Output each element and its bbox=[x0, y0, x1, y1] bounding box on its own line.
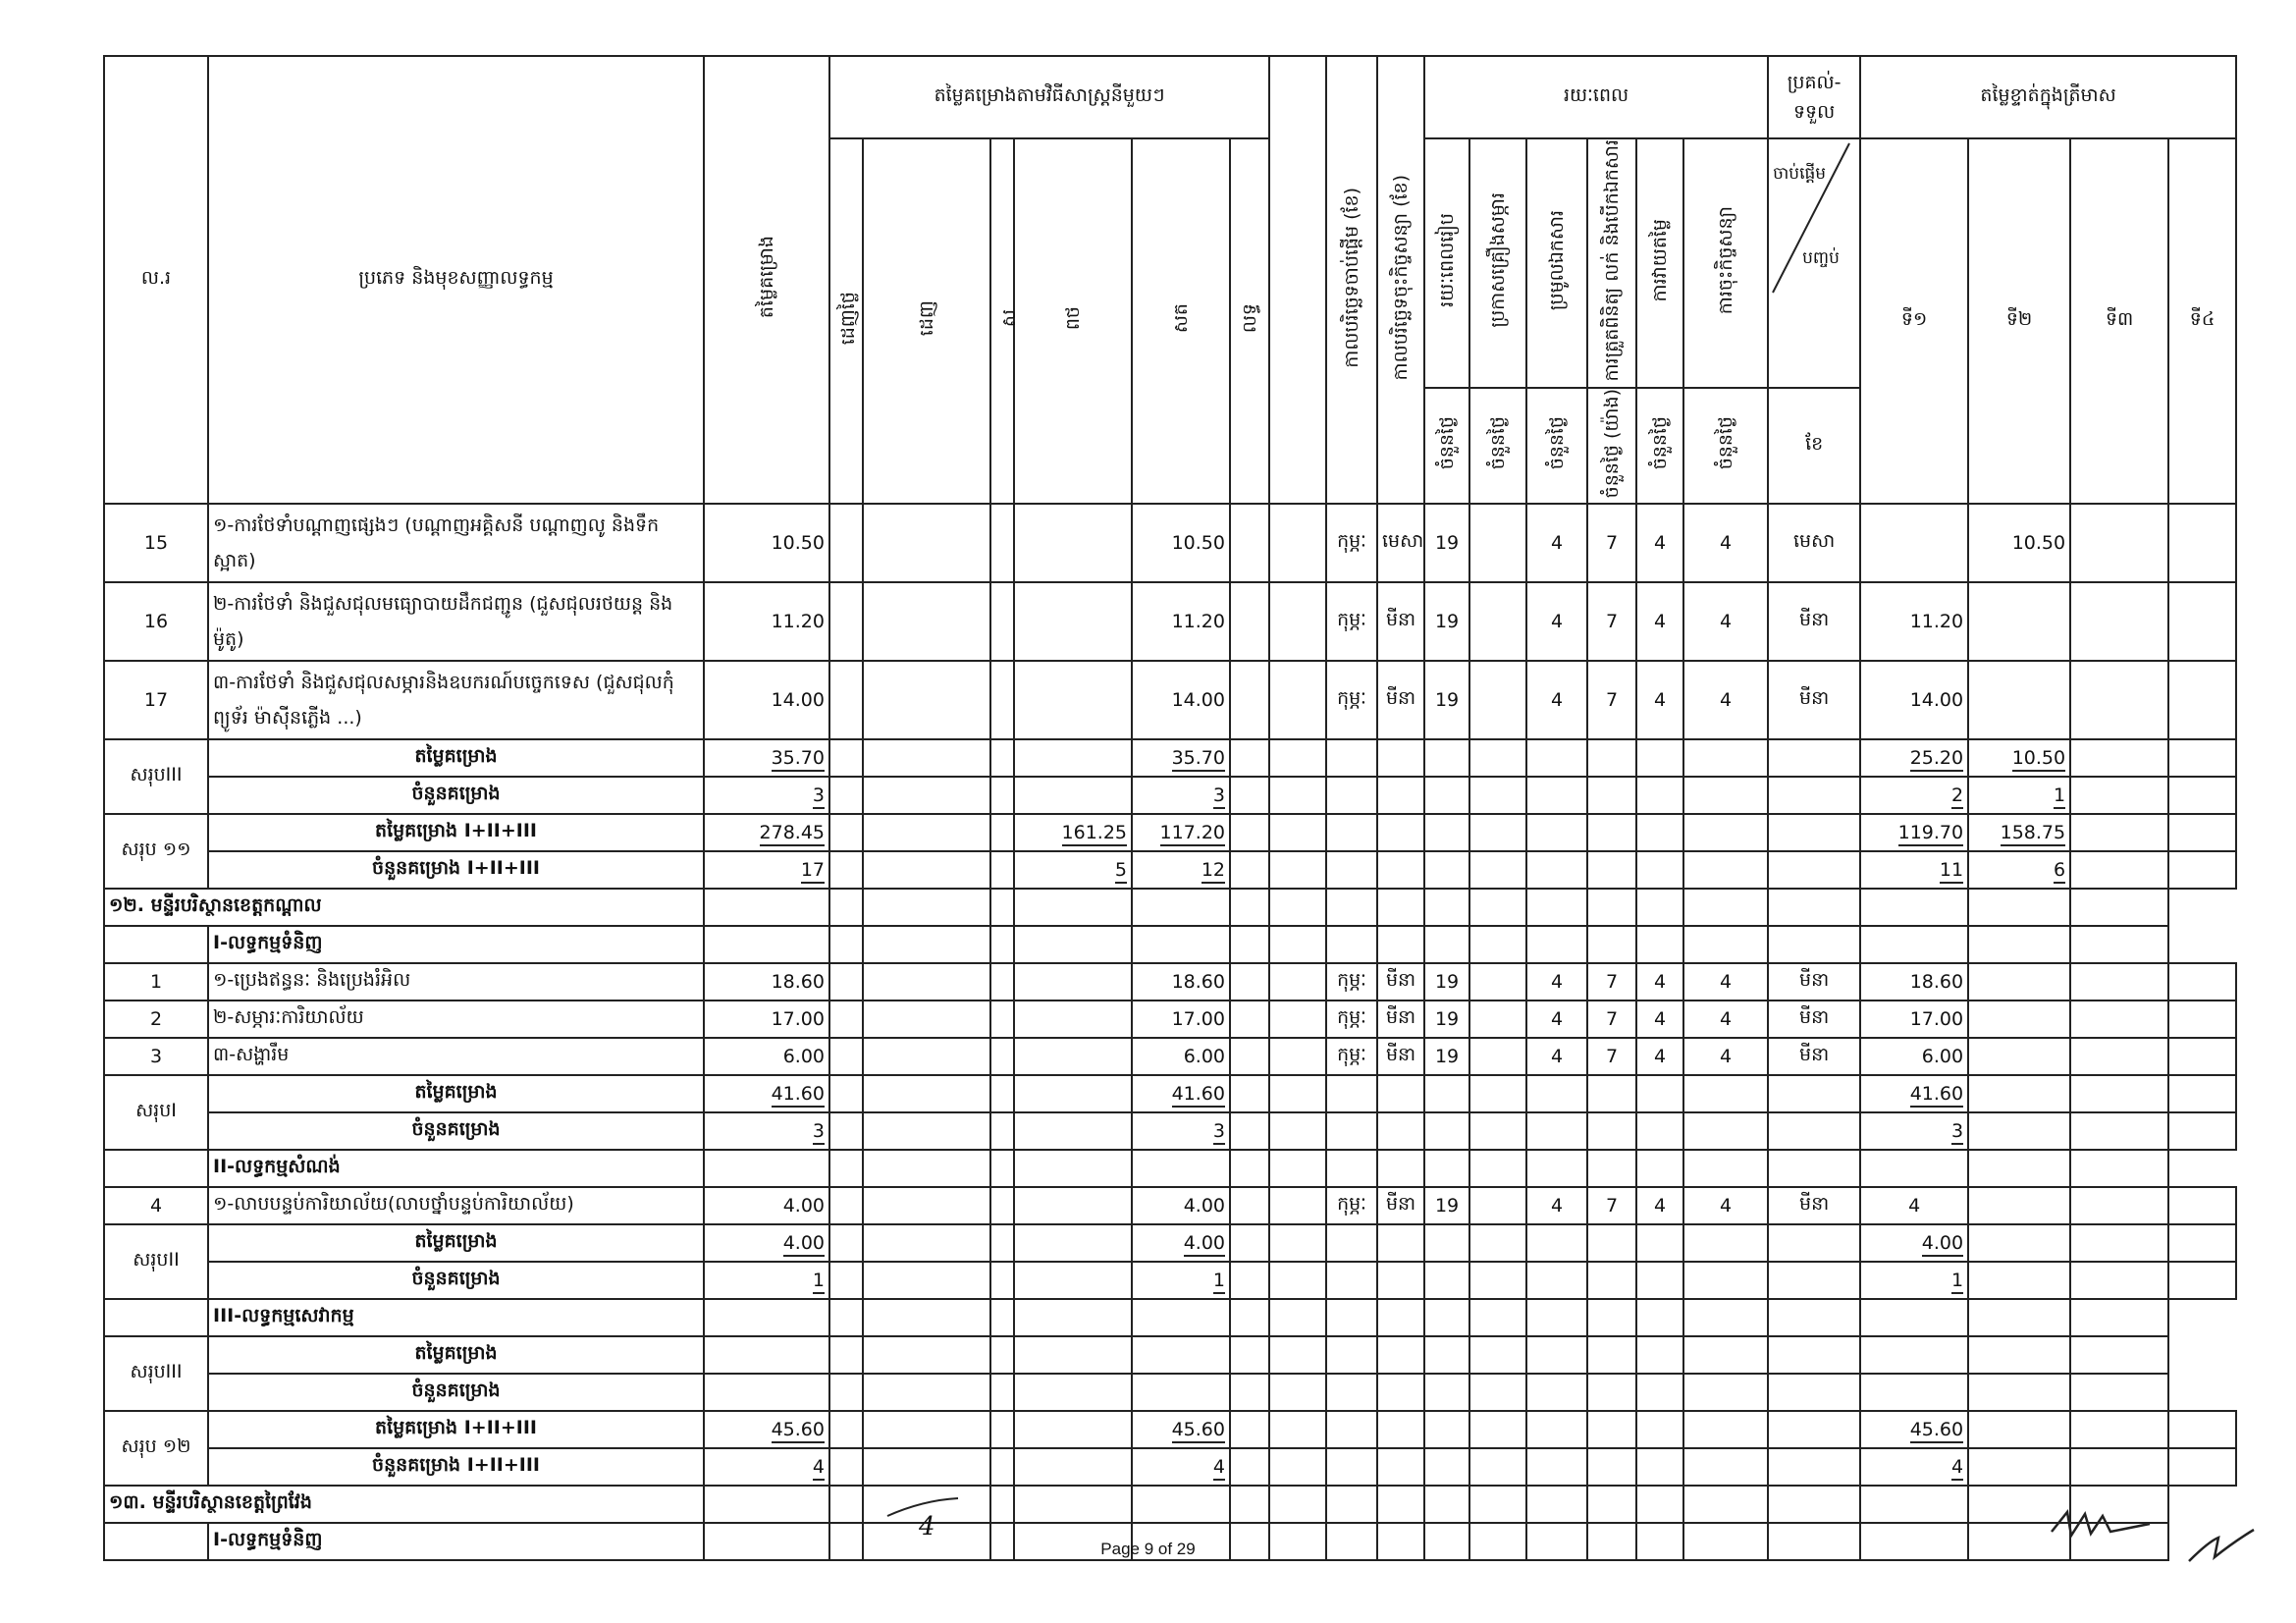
total-count: 17 bbox=[801, 859, 825, 884]
subtotal-label: សរុបIII bbox=[104, 1336, 208, 1411]
row-sign: មីនា bbox=[1377, 1187, 1424, 1224]
row-d1: 19 bbox=[1424, 1001, 1469, 1038]
unit-days-2: ចំនួនថ្ងៃ bbox=[1469, 388, 1526, 504]
row-start: កុម្ភៈ bbox=[1326, 661, 1377, 739]
row-d3: 4 bbox=[1526, 504, 1587, 582]
col-q1: ទី១ bbox=[1860, 138, 1968, 504]
total-q1-count: 11 bbox=[1940, 859, 1963, 884]
row-d1: 19 bbox=[1424, 1038, 1469, 1075]
row-sign: មីនា bbox=[1377, 582, 1424, 661]
total-q2-count: 6 bbox=[2054, 859, 2065, 884]
row-cost: 10.50 bbox=[704, 504, 829, 582]
cost-label: តម្លៃគម្រោង bbox=[208, 739, 704, 777]
row-no: 16 bbox=[104, 582, 208, 661]
subtotal-row bbox=[104, 1224, 2236, 1262]
subtotal-count: 1 bbox=[813, 1270, 825, 1294]
count-label: ចំនួនគម្រោង bbox=[208, 777, 704, 814]
table-row bbox=[104, 661, 2236, 739]
row-d5: 4 bbox=[1636, 1001, 1683, 1038]
subtotal-q2: 10.50 bbox=[2012, 747, 2065, 772]
row-name: ៣-សង្ហារឹម bbox=[208, 1038, 704, 1075]
row-d5: 4 bbox=[1636, 504, 1683, 582]
col-dur-1: រយៈពេលរៀប bbox=[1424, 138, 1469, 388]
subtotal-count: 3 bbox=[813, 784, 825, 809]
subtotal-q2-count: 1 bbox=[2054, 784, 2065, 809]
table-body bbox=[104, 504, 2236, 1560]
col-m5: សត bbox=[1132, 138, 1230, 504]
unit-month: ខែ bbox=[1768, 388, 1860, 504]
row-d5: 4 bbox=[1636, 1038, 1683, 1075]
subtotal-count-row bbox=[104, 1112, 2236, 1150]
row-sat: 11.20 bbox=[1132, 582, 1230, 661]
subtotal-sat-count: 3 bbox=[1213, 784, 1225, 809]
subtotal-count-row bbox=[104, 777, 2236, 814]
total-row bbox=[104, 814, 2236, 851]
row-start: កុម្ភៈ bbox=[1326, 963, 1377, 1001]
unit-days-4: ចំនួនថ្ងៃ (យ៉ាង) bbox=[1587, 388, 1636, 504]
col-start-end bbox=[1768, 138, 1860, 388]
row-recv: មីនា bbox=[1768, 1001, 1860, 1038]
col-by-method: តម្លៃគម្រោងតាមវិធីសាស្ត្រនីមួយៗ bbox=[829, 56, 1269, 138]
row-name: ៣-ការថែទាំ និងជួសជុលសម្ភារនិងឧបករណ៍បច្ចេកទេស (ជួសជុលកុំព្យូទ័រ ម៉ាស៊ីនភ្លើង ...) bbox=[208, 661, 704, 739]
row-d1: 19 bbox=[1424, 1187, 1469, 1224]
table-row bbox=[104, 1187, 2236, 1224]
row-name: ១-ប្រេងឥន្ធនៈ និងប្រេងរំអិល bbox=[208, 963, 704, 1001]
total-count-row bbox=[104, 1448, 2236, 1486]
row-d1: 19 bbox=[1424, 504, 1469, 582]
cost-label: តម្លៃគម្រោង bbox=[208, 1336, 704, 1374]
category-row bbox=[104, 926, 2236, 963]
procurement-table bbox=[103, 55, 2237, 1561]
count-label: ចំនួនគម្រោង I+II+III bbox=[208, 1448, 704, 1486]
total-label: សរុប ១១ bbox=[104, 814, 208, 889]
row-q1 bbox=[1860, 504, 1968, 582]
row-d6: 4 bbox=[1683, 1187, 1768, 1224]
col-receive: ប្រគល់-ទទួល bbox=[1768, 56, 1860, 138]
row-sign: មីនា bbox=[1377, 1001, 1424, 1038]
row-d1: 19 bbox=[1424, 582, 1469, 661]
row-start: កុម្ភៈ bbox=[1326, 504, 1377, 582]
section-title: ១៣. មន្ទីរបរិស្ថានខេត្តព្រៃវែង bbox=[104, 1486, 704, 1523]
row-q1: 4 bbox=[1860, 1187, 1968, 1224]
row-cost: 11.20 bbox=[704, 582, 829, 661]
row-d6: 4 bbox=[1683, 582, 1768, 661]
row-no: 2 bbox=[104, 1001, 208, 1038]
table-row bbox=[104, 963, 2236, 1001]
row-d1: 19 bbox=[1424, 661, 1469, 739]
row-d4: 7 bbox=[1587, 1187, 1636, 1224]
count-label: ចំនួនគម្រោង bbox=[208, 1262, 704, 1299]
row-d4: 7 bbox=[1587, 582, 1636, 661]
subtotal-sat-count: 3 bbox=[1213, 1120, 1225, 1145]
cost-label: តម្លៃគម្រោង bbox=[208, 1075, 704, 1112]
row-recv: មេសា bbox=[1768, 504, 1860, 582]
table-row bbox=[104, 1038, 2236, 1075]
total-q1-count: 4 bbox=[1951, 1456, 1963, 1481]
start-label: ចាប់ផ្តើម bbox=[1773, 164, 1827, 184]
total-label: សរុប ១២ bbox=[104, 1411, 208, 1486]
col-q4: ទី៤ bbox=[2168, 138, 2236, 504]
subtotal-sat-count: 1 bbox=[1213, 1270, 1225, 1294]
row-no: 3 bbox=[104, 1038, 208, 1075]
initial-text: 4 bbox=[919, 1512, 935, 1542]
subtotal-row bbox=[104, 1075, 2236, 1112]
col-dur-2: ប្រកាសគ្រឿងសម្ភារ bbox=[1469, 138, 1526, 388]
row-recv: មីនា bbox=[1768, 963, 1860, 1001]
total-cost: 278.45 bbox=[760, 822, 825, 846]
total-sat-count: 12 bbox=[1201, 859, 1225, 884]
row-no: 1 bbox=[104, 963, 208, 1001]
row-d3: 4 bbox=[1526, 1038, 1587, 1075]
total-q1: 45.60 bbox=[1910, 1419, 1963, 1443]
row-d6: 4 bbox=[1683, 1038, 1768, 1075]
row-no: 17 bbox=[104, 661, 208, 739]
total-sat: 45.60 bbox=[1172, 1419, 1225, 1443]
row-d6: 4 bbox=[1683, 661, 1768, 739]
row-d1: 19 bbox=[1424, 963, 1469, 1001]
subtotal-cost: 35.70 bbox=[772, 747, 825, 772]
row-q1: 6.00 bbox=[1860, 1038, 1968, 1075]
cost-label: តម្លៃគម្រោង I+II+III bbox=[208, 814, 704, 851]
subtotal-sat: 41.60 bbox=[1172, 1083, 1225, 1108]
cost-label: តម្លៃគម្រោង bbox=[208, 1224, 704, 1262]
unit-days-6: ចំនួនថ្ងៃ bbox=[1683, 388, 1768, 504]
table-row bbox=[104, 582, 2236, 661]
row-q2: 10.50 bbox=[1968, 504, 2070, 582]
row-d3: 4 bbox=[1526, 963, 1587, 1001]
subtotal-q1: 4.00 bbox=[1922, 1232, 1963, 1257]
row-d3: 4 bbox=[1526, 1187, 1587, 1224]
col-q3: ទី៣ bbox=[2070, 138, 2168, 504]
subtotal-q1-count: 2 bbox=[1951, 784, 1963, 809]
total-q1: 119.70 bbox=[1898, 822, 1963, 846]
subtotal-cost: 41.60 bbox=[772, 1083, 825, 1108]
subtotal-count-row bbox=[104, 1262, 2236, 1299]
col-type-name: ប្រភេទ និងមុខសញ្ញាលទ្ធកម្ម bbox=[208, 56, 704, 504]
row-no: 15 bbox=[104, 504, 208, 582]
row-q1: 17.00 bbox=[1860, 1001, 1968, 1038]
row-d5: 4 bbox=[1636, 582, 1683, 661]
subtotal-q1-count: 3 bbox=[1951, 1120, 1963, 1145]
section-title: ១២. មន្ទីរបរិស្ថានខេត្តកណ្តាល bbox=[104, 889, 704, 926]
total-count: 4 bbox=[813, 1456, 825, 1481]
subtotal-q1: 25.20 bbox=[1910, 747, 1963, 772]
row-sat: 17.00 bbox=[1132, 1001, 1230, 1038]
subtotal-cost: 4.00 bbox=[783, 1232, 825, 1257]
category-row bbox=[104, 1150, 2236, 1187]
total-count-row bbox=[104, 851, 2236, 889]
col-m4: ពថ bbox=[1014, 138, 1132, 504]
row-sat: 10.50 bbox=[1132, 504, 1230, 582]
end-label: បញ្ចប់ bbox=[1802, 248, 1840, 268]
row-cost: 18.60 bbox=[704, 963, 829, 1001]
row-sign: មីនា bbox=[1377, 1038, 1424, 1075]
cost-label: តម្លៃគម្រោង I+II+III bbox=[208, 1411, 704, 1448]
row-cost: 14.00 bbox=[704, 661, 829, 739]
col-dur-4: ការត្រួតពិនិត្យ លក់ និងបើកឯកសារ bbox=[1587, 138, 1636, 388]
subtotal-row bbox=[104, 1336, 2236, 1374]
total-cost: 45.60 bbox=[772, 1419, 825, 1443]
row-recv: មីនា bbox=[1768, 1187, 1860, 1224]
row-q2 bbox=[1968, 582, 2070, 661]
row-d5: 4 bbox=[1636, 1187, 1683, 1224]
row-d4: 7 bbox=[1587, 1001, 1636, 1038]
total-sat: 117.20 bbox=[1160, 822, 1225, 846]
row-recv: មីនា bbox=[1768, 661, 1860, 739]
col-m2: ដេញ bbox=[863, 138, 990, 504]
row-d5: 4 bbox=[1636, 661, 1683, 739]
row-sat: 6.00 bbox=[1132, 1038, 1230, 1075]
row-start: កុម្ភៈ bbox=[1326, 582, 1377, 661]
category-title: II-លទ្ធកម្មសំណង់ bbox=[208, 1150, 704, 1187]
row-sign: មីនា bbox=[1377, 963, 1424, 1001]
col-q2: ទី២ bbox=[1968, 138, 2070, 504]
row-name: ១-លាបបន្ទប់ការិយាល័យ(លាបថ្នាំបន្ទប់ការិយាល័យ) bbox=[208, 1187, 704, 1224]
row-d4: 7 bbox=[1587, 504, 1636, 582]
row-q1: 14.00 bbox=[1860, 661, 1968, 739]
col-date-contract: កាលបរិច្ឆេទចុះកិច្ចសន្យា (ខែ) bbox=[1377, 56, 1424, 504]
row-sat: 4.00 bbox=[1132, 1187, 1230, 1224]
row-recv: មីនា bbox=[1768, 582, 1860, 661]
subtotal-row bbox=[104, 739, 2236, 777]
row-sat: 18.60 bbox=[1132, 963, 1230, 1001]
row-start: កុម្ភៈ bbox=[1326, 1038, 1377, 1075]
table-header bbox=[104, 56, 2236, 504]
col-m6: លទ្ធ bbox=[1230, 138, 1269, 504]
col-dur-3: ប្រមូលឯកសារ bbox=[1526, 138, 1587, 388]
subtotal-count-row bbox=[104, 1374, 2236, 1411]
row-d4: 7 bbox=[1587, 1038, 1636, 1075]
row-start: កុម្ភៈ bbox=[1326, 1187, 1377, 1224]
col-dur-5: ការវាយតម្លៃ bbox=[1636, 138, 1683, 388]
col-duration: រយៈពេល bbox=[1424, 56, 1768, 138]
col-no: ល.រ bbox=[104, 56, 208, 504]
total-pt: 161.25 bbox=[1062, 822, 1127, 846]
count-label: ចំនួនគម្រោង I+II+III bbox=[208, 851, 704, 889]
row-d3: 4 bbox=[1526, 1001, 1587, 1038]
col-date-start: កាលបរិច្ឆេទចាប់ផ្តើម (ខែ) bbox=[1326, 56, 1377, 504]
row-d3: 4 bbox=[1526, 582, 1587, 661]
row-q1: 18.60 bbox=[1860, 963, 1968, 1001]
subtotal-label: សរុបI bbox=[104, 1075, 208, 1150]
col-dur-6: ការចុះកិច្ចសន្យា bbox=[1683, 138, 1768, 388]
row-cost: 17.00 bbox=[704, 1001, 829, 1038]
count-label: ចំនួនគម្រោង bbox=[208, 1112, 704, 1150]
row-d5: 4 bbox=[1636, 963, 1683, 1001]
subtotal-q1: 41.60 bbox=[1910, 1083, 1963, 1108]
section-row bbox=[104, 1486, 2236, 1523]
table-row bbox=[104, 504, 2236, 582]
row-no: 4 bbox=[104, 1187, 208, 1224]
subtotal-q1-count: 1 bbox=[1951, 1270, 1963, 1294]
category-title: III-លទ្ធកម្មសេវាកម្ម bbox=[208, 1299, 704, 1336]
row-sat: 14.00 bbox=[1132, 661, 1230, 739]
row-start: កុម្ភៈ bbox=[1326, 1001, 1377, 1038]
category-row bbox=[104, 1299, 2236, 1336]
subtotal-label: សរុបII bbox=[104, 1224, 208, 1299]
unit-days-3: ចំនួនថ្ងៃ bbox=[1526, 388, 1587, 504]
row-sign: មីនា bbox=[1377, 661, 1424, 739]
col-blank bbox=[1269, 56, 1326, 504]
col-est-cost: តម្លៃគម្រោង bbox=[704, 56, 829, 504]
page-number: Page 9 of 29 bbox=[1100, 1540, 1196, 1558]
total-pt-count: 5 bbox=[1115, 859, 1127, 884]
total-q2: 158.75 bbox=[2001, 822, 2065, 846]
subtotal-sat: 35.70 bbox=[1172, 747, 1225, 772]
row-cost: 4.00 bbox=[704, 1187, 829, 1224]
total-sat-count: 4 bbox=[1213, 1456, 1225, 1481]
row-q1: 11.20 bbox=[1860, 582, 1968, 661]
row-cost: 6.00 bbox=[704, 1038, 829, 1075]
col-m3: ស bbox=[990, 138, 1014, 504]
col-quarter-title: តម្លៃខ្ទាត់ក្នុងត្រីមាស bbox=[1860, 56, 2236, 138]
subtotal-sat: 4.00 bbox=[1184, 1232, 1225, 1257]
row-recv: មីនា bbox=[1768, 1038, 1860, 1075]
category-title: I-លទ្ធកម្មទំនិញ bbox=[208, 926, 704, 963]
total-row bbox=[104, 1411, 2236, 1448]
row-d4: 7 bbox=[1587, 963, 1636, 1001]
unit-days-1: ចំនួនថ្ងៃ bbox=[1424, 388, 1469, 504]
row-sign: មេសា bbox=[1377, 504, 1424, 582]
section-row bbox=[104, 889, 2236, 926]
row-d6: 4 bbox=[1683, 504, 1768, 582]
row-name: ១-ការថែទាំបណ្តាញផ្សេងៗ (បណ្តាញអគ្គិសនី បណ្តាញលូ និងទឹកស្អាត) bbox=[208, 504, 704, 582]
row-q2 bbox=[1968, 661, 2070, 739]
row-d6: 4 bbox=[1683, 963, 1768, 1001]
row-name: ២-សម្ភារៈការិយាល័យ bbox=[208, 1001, 704, 1038]
row-d3: 4 bbox=[1526, 661, 1587, 739]
unit-days-5: ចំនួនថ្ងៃ bbox=[1636, 388, 1683, 504]
row-d4: 7 bbox=[1587, 661, 1636, 739]
col-m1: ដេញថ្លៃ bbox=[829, 138, 863, 504]
category-title: I-លទ្ធកម្មទំនិញ bbox=[208, 1523, 704, 1560]
row-d6: 4 bbox=[1683, 1001, 1768, 1038]
row-name: ២-ការថែទាំ និងជួសជុលមធ្យោបាយដឹកជញ្ជូន (ជួសជុលរថយន្ត និងម៉ូតូ) bbox=[208, 582, 704, 661]
subtotal-count: 3 bbox=[813, 1120, 825, 1145]
count-label: ចំនួនគម្រោង bbox=[208, 1374, 704, 1411]
table-row bbox=[104, 1001, 2236, 1038]
subtotal-label: សរុបIII bbox=[104, 739, 208, 814]
